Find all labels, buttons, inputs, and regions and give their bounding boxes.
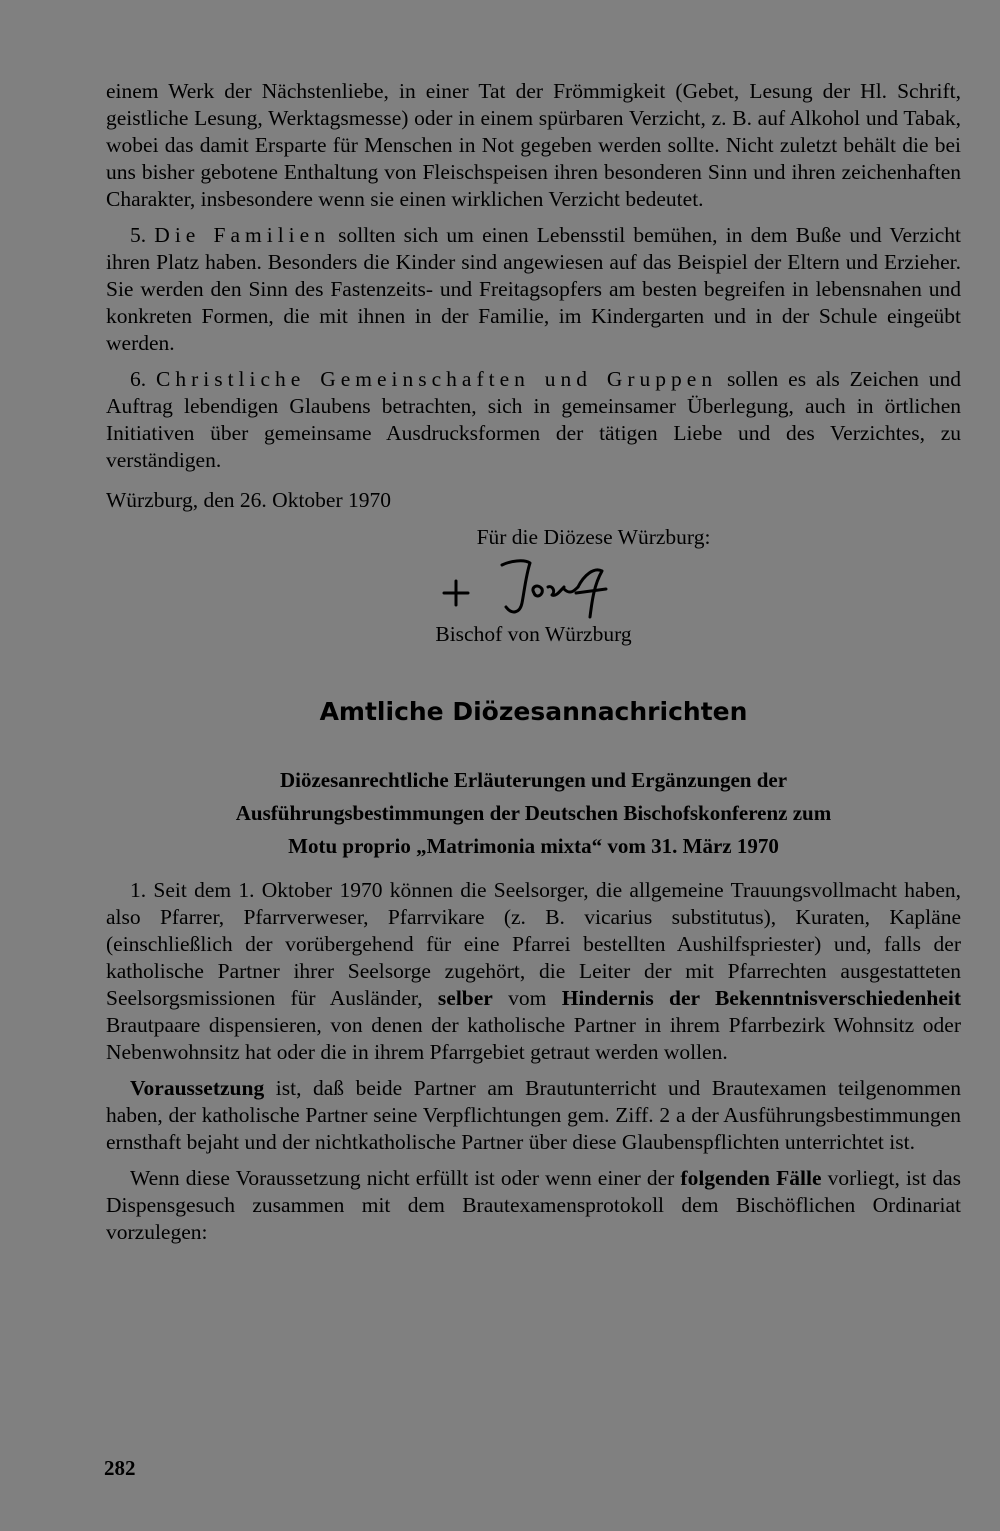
paragraph-1-text-a: 1. Seit dem 1. Oktober 1970 können die Seelsorger, die allgemeine Trauungsvollmacht haben, also Pfarrer, Pfarrverweser, Pfarrvikare (z. B. vicarius substitutus), Kuraten, Kapläne (einschließlich der vorübergehend für eine Pfarrei bestellten Aushilfspriester) und, falls der katholische Partner ihrer Seelsorge zugehört, die Leiter der mit Pfarrechten ausgestatteten Seelsorgsmissionen für Ausländer,	[106, 878, 961, 1010]
paragraph-2-text: ist, daß beide Partner am Brautunterricht und Brautexamen teilgenommen haben, der katholische Partner seine Verpflichtungen gem. Ziff. 2 a der Ausführungsbestimmungen ernsthaft bejaht und der nichtkatholische Partner über diese Glaubenspflichten unterrichtet ist.	[106, 1076, 962, 1154]
dateline: Würzburg, den 26. Oktober 1970	[106, 488, 392, 512]
paragraph-1-text-c: Brautpaare dispensieren, von denen der katholische Partner in ihrem Pfarrbezirk Wohnsitz oder Nebenwohnsitz hat oder die in ihrem Pfarrgebiet getraut werden wollen.	[106, 1013, 961, 1064]
for-diocese-line: Für die Diözese Würzburg:	[476, 525, 711, 549]
regulations-block	[106, 877, 961, 1246]
bishop-title: Bischof von Würzburg	[435, 622, 632, 646]
subheading-line: Ausführungsbestimmungen der Deutschen Bischofskonferenz zum	[235, 801, 832, 825]
page-number: 282	[104, 1456, 136, 1480]
subheading-line: Diözesanrechtliche Erläuterungen und Ergänzungen der	[279, 768, 788, 792]
subheading	[106, 764, 961, 863]
signature	[106, 557, 961, 621]
paragraph-3-bold: folgenden Fälle	[680, 1166, 822, 1190]
paragraph-1	[106, 877, 961, 1066]
intro-block	[106, 78, 961, 474]
paragraph-3-text-a: Wenn diese Voraussetzung nicht erfüllt ist oder wenn einer der	[130, 1166, 675, 1190]
section-heading: Amtliche Diözesannachrichten	[319, 697, 748, 726]
paragraph-1-text-b: vom	[508, 986, 547, 1010]
item-5-text: sollten sich um einen Lebensstil bemühen, in dem Buße und Verzicht ihren Platz haben. Besonders die Kinder sind angewiesen auf das Beispiel der Eltern und Erzieher. Sie werden den Sinn des Fastenzeits- und Freitagsopfers am besten begreifen in lebensnahen und konkreten Formen, die mit ihnen in der Familie, im Kindergarten und in der Schule eingeübt werden.	[106, 223, 961, 355]
intro-paragraph: einem Werk der Nächstenliebe, in einer Tat der Frömmigkeit (Gebet, Lesung der Hl. Schrift, geistliche Lesung, Werktagsmesse) oder in einem spürbaren Verzicht, z. B. auf Alkohol und Tabak, wobei das damit Ersparte für Menschen in Not gegeben werden sollte. Nicht zuletzt behält die bei uns bisher gebotene Enthaltung von Fleischspeisen ihren besonderen Sinn und ihren zeichenhaften Charakter, insbesondere wenn sie einen wirklichen Verzicht bedeutet.	[106, 79, 961, 211]
item-5-spaced-heading: Die Familien	[154, 223, 330, 247]
paragraph-3-text-b: vorliegt, ist das Dispensgesuch zusammen mit dem Brautexamensprotokoll dem Bischöflichen Ordinariat vorzulegen:	[106, 1166, 962, 1244]
item-6-paragraph	[106, 366, 961, 474]
item-5-paragraph	[106, 222, 961, 357]
handwritten-signature-image	[438, 557, 638, 621]
paragraph-1-bold-a: selber	[437, 986, 493, 1010]
paragraph-2	[106, 1075, 961, 1156]
paragraph-1-bold-b: Hindernis der Bekenntnisverschiedenheit	[561, 986, 962, 1010]
item-5-number: 5.	[130, 223, 147, 247]
paragraph-3	[106, 1165, 961, 1246]
item-6-number: 6.	[130, 367, 147, 391]
subheading-line: Motu proprio „Matrimonia mixta“ vom 31. März 1970	[288, 834, 779, 858]
item-6-spaced-heading: Christliche Gemeinschaften und Gruppen	[155, 367, 718, 391]
item-6-text: sollen es als Zeichen und Auftrag lebendigen Glaubens betrachten, sich in gemeinsamer Überlegung, auch in örtlichen Initiativen über gemeinsame Ausdrucksformen der tätigen Liebe und des Verzichtes, zu verständigen.	[106, 367, 962, 472]
paragraph-2-bold: Voraussetzung	[130, 1076, 265, 1100]
